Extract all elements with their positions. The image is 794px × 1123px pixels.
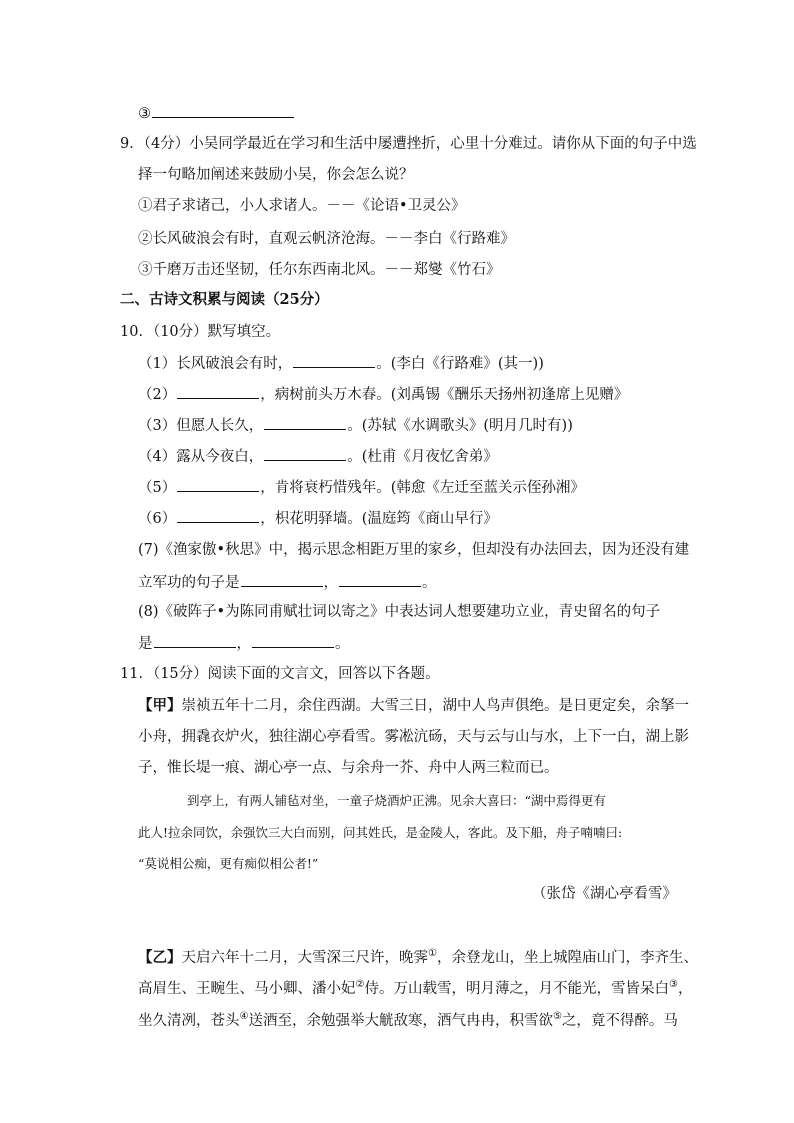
q10-item-7-line-2: 立军功的句子是 ， 。 xyxy=(138,572,437,593)
q10-item-6: （6） ，枳花明驿墙。(温庭筠《商山早行》 xyxy=(138,508,498,529)
q9-stem-line-2: 择一句略加阐述来鼓励小吴，你会怎么说？ xyxy=(138,167,414,183)
answer-blank[interactable] xyxy=(252,633,334,648)
passage-jia-line-5: 此人!拉余同饮，余强饮三大白而别，问其姓氏，是金陵人，客此。及下船，舟子喃喃曰: xyxy=(138,825,623,840)
q9-option-3: ③千磨万击还坚韧，任尔东西南北风。－－郑燮《竹石》 xyxy=(138,262,501,278)
passage-jia-line-4: 到亭上，有两人铺毡对坐，一童子烧酒炉正沸。见余大喜曰：“湖中焉得更有 xyxy=(187,793,606,808)
q10-heading: 10．（10分）默写填空。 xyxy=(120,324,281,340)
answer-blank[interactable] xyxy=(154,633,236,648)
q10-item-8-line-2: 是 ， 。 xyxy=(138,633,350,654)
q10-item-4: （4）露从今夜白， 。(杜甫《月夜忆舍弟》 xyxy=(138,446,498,467)
passage-yi-line-3: 坐久清冽，苍头④送酒至，余勉强举大觥敌寒，酒气冉冉，积雪欲⑤之，竟不得醉。马 xyxy=(138,1011,678,1029)
passage-yi-line-1: 【乙】天启六年十二月，大雪深三尺许，晚霁①，余登龙山，坐上城隍庙山门，李齐生、 xyxy=(138,948,698,966)
footnote-marker: ③ xyxy=(668,979,678,991)
answer-blank[interactable] xyxy=(177,477,259,492)
footnote-marker: ④ xyxy=(239,1011,249,1023)
passage-jia-line-6: “莫说相公痴，更有痴似相公者!” xyxy=(138,856,319,871)
answer-blank[interactable] xyxy=(241,572,323,587)
answer-blank[interactable] xyxy=(264,415,346,430)
answer-blank[interactable] xyxy=(339,572,421,587)
footnote-marker: ① xyxy=(428,948,437,960)
passage-yi-line-2: 高眉生、王畹生、马小卿、潘小妃②侍。万山载雪，明月薄之，月不能光，雪皆呆白③， xyxy=(138,979,693,997)
answer-blank[interactable] xyxy=(152,103,294,118)
q9-option-1: ①君子求诸己，小人求诸人。－－《论语•卫灵公》 xyxy=(138,198,466,214)
q10-item-5: （5） ，肯将衰朽惜残年。(韩愈《左迁至蓝关示侄孙湘》 xyxy=(138,477,585,498)
answer-blank[interactable] xyxy=(293,353,375,368)
footnote-marker: ② xyxy=(355,979,365,991)
section-2-heading: 二、古诗文积累与阅读（25分） xyxy=(120,291,329,308)
q10-item-7-line-1: (7)《渔家傲•秋思》中，揭示思念相距万里的家乡，但却没有办法回去，因为还没有建 xyxy=(138,542,690,558)
q10-item-2: （2） ，病树前头万木春。(刘禹锡《酬乐天扬州初逢席上见赠》 xyxy=(138,384,628,405)
q10-item-1: （1）长风破浪会有时， 。(李白《行路难》(其一)) xyxy=(138,353,544,374)
passage-jia-tag: 【甲】 xyxy=(138,697,182,714)
passage-yi-tag: 【乙】 xyxy=(138,949,182,966)
passage-jia-source: （张岱《湖心亭看雪》 xyxy=(532,886,677,902)
passage-jia-line-3: 子，惟长堤一痕、湖心亭一点、与余舟一芥、舟中人两三粒而已。 xyxy=(138,760,559,776)
q10-item-8-line-1: (8)《破阵子•为陈同甫赋壮词以寄之》中表达词人想要建功立业，青史留名的句子 xyxy=(138,604,661,620)
answer-blank[interactable] xyxy=(177,384,259,399)
passage-jia-line-1: 【甲】崇祯五年十二月，余住西湖。大雪三日，湖中人鸟声俱绝。是日更定矣，余拏一 xyxy=(138,697,689,714)
q9-option-2: ②长风破浪会有时，直观云帆济沧海。－－李白《行路难》 xyxy=(138,231,515,247)
q9-stem-line-1: 9．（4分）小吴同学最近在学习和生活中屡遭挫折，心里十分难过。请你从下面的句子中选 xyxy=(120,136,697,152)
footnote-marker: ⑤ xyxy=(552,1011,562,1023)
passage-jia-line-2: 小舟，拥毳衣炉火，独往湖心亭看雪。雾凇沆砀，天与云与山与水，上下一白，湖上影 xyxy=(138,729,689,745)
q10-item-3: （3）但愿人长久， 。(苏轼《水调歌头》(明月几时有)) xyxy=(138,415,573,436)
q11-heading: 11．（15分）阅读下面的文言文，回答以下各题。 xyxy=(120,666,440,682)
q8-item-3: ③ xyxy=(138,103,295,124)
answer-blank[interactable] xyxy=(264,446,346,461)
answer-blank[interactable] xyxy=(177,508,259,523)
